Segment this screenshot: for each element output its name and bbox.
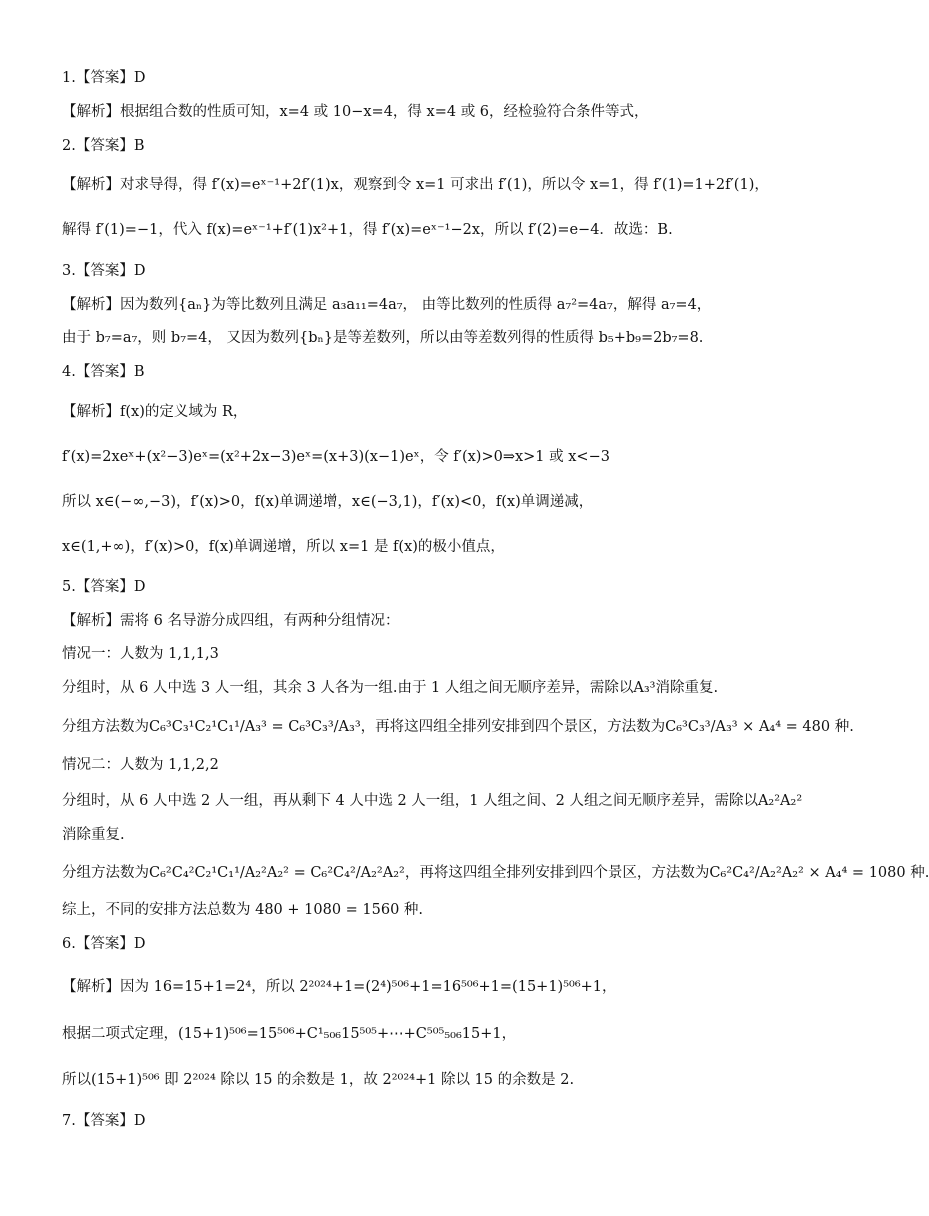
- q6-analysis-line2: 根据二项式定理，(15+1)⁵⁰⁶=15⁵⁰⁶+C¹₅₀₆15⁵⁰⁵+⋯+C⁵⁰⁵₅₀₆15+1，: [62, 1026, 517, 1042]
- q2-answer: 2.【答案】B: [62, 138, 145, 154]
- q3-analysis-line2: 由于 b₇=a₇，则 b₇=4， 又因为数列{bₙ}是等差数列，所以由等差数列得的性质得 b₅+b₉=2b₇=8.: [62, 330, 704, 346]
- q1-analysis: 【解析】根据组合数的性质可知，x=4 或 10−x=4，得 x=4 或 6，经检验符合条件等式，: [62, 104, 649, 120]
- q6-answer: 6.【答案】D: [62, 936, 146, 952]
- q1-answer: 1.【答案】D: [62, 70, 146, 86]
- q4-analysis-line3: 所以 x∈(−∞,−3)，f′(x)>0，f(x)单调递增，x∈(−3,1)，f′(x)<0，f(x)单调递减，: [62, 494, 594, 510]
- q5-answer: 5.【答案】D: [62, 579, 146, 595]
- q2-analysis-line2: 解得 f′(1)=−1，代入 f(x)=eˣ⁻¹+f′(1)x²+1，得 f′(x)=eˣ⁻¹−2x，所以 f′(2)=e−4．故选：B.: [62, 222, 673, 238]
- q6-analysis-line1: 【解析】因为 16=15+1=2⁴，所以 2²⁰²⁴+1=(2⁴)⁵⁰⁶+1=16⁵⁰⁶+1=(15+1)⁵⁰⁶+1，: [62, 979, 617, 995]
- q2-analysis-line1: 【解析】对求导得，得 f′(x)=eˣ⁻¹+2f′(1)x，观察到令 x=1 可求出 f′(1)，所以令 x=1，得 f′(1)=1+2f′(1)，: [62, 177, 769, 193]
- q5-case2-line2: 消除重复.: [62, 827, 125, 843]
- q4-answer: 4.【答案】B: [62, 364, 145, 380]
- q6-analysis-line3: 所以(15+1)⁵⁰⁶ 即 2²⁰²⁴ 除以 15 的余数是 1，故 2²⁰²⁴+1 除以 15 的余数是 2.: [62, 1072, 575, 1088]
- q5-case1-title: 情况一：人数为 1,1,1,3: [62, 646, 219, 662]
- q5-analysis-intro: 【解析】需将 6 名导游分成四组，有两种分组情况：: [62, 613, 400, 629]
- q4-analysis-line4: x∈(1,+∞)，f′(x)>0，f(x)单调递增，所以 x=1 是 f(x)的极小值点，: [62, 539, 505, 555]
- q5-case2-title: 情况二：人数为 1,1,2,2: [62, 757, 219, 773]
- q3-answer: 3.【答案】D: [62, 263, 146, 279]
- q4-analysis-line2: f′(x)=2xeˣ+(x²−3)eˣ=(x²+2x−3)eˣ=(x+3)(x−1)eˣ，令 f′(x)>0⇒x>1 或 x<−3: [62, 449, 610, 465]
- q5-case1-line1: 分组时，从 6 人中选 3 人一组，其余 3 人各为一组.由于 1 人组之间无顺序差异，需除以A₃³消除重复.: [62, 680, 719, 696]
- q5-case2-line3: 分组方法数为C₆²C₄²C₂¹C₁¹/A₂²A₂² = C₆²C₄²/A₂²A₂²，再将这四组全排列安排到四个景区，方法数为C₆²C₄²/A₂²A₂² × A₄⁴ = 1080 种.: [62, 865, 929, 881]
- q3-analysis-line1: 【解析】因为数列{aₙ}为等比数列且满足 a₃a₁₁=4a₇， 由等比数列的性质得 a₇²=4a₇，解得 a₇=4，: [62, 297, 712, 313]
- q4-analysis-line1: 【解析】f(x)的定义域为 R，: [62, 404, 248, 420]
- q7-answer: 7.【答案】D: [62, 1113, 146, 1129]
- q5-case2-line1: 分组时，从 6 人中选 2 人一组，再从剩下 4 人中选 2 人一组，1 人组之间、2 人组之间无顺序差异，需除以A₂²A₂²: [62, 793, 803, 809]
- q5-case1-line2: 分组方法数为C₆³C₃¹C₂¹C₁¹/A₃³ = C₆³C₃³/A₃³，再将这四组全排列安排到四个景区，方法数为C₆³C₃³/A₃³ × A₄⁴ = 480 种.: [62, 719, 854, 735]
- q5-summary: 综上，不同的安排方法总数为 480 + 1080 = 1560 种.: [62, 902, 424, 918]
